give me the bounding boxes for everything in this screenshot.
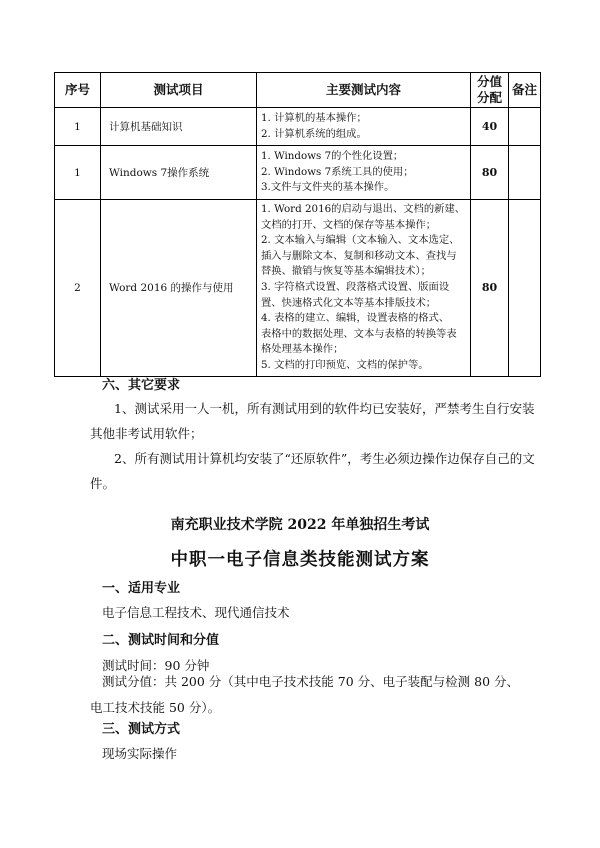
row-score: 40 bbox=[471, 108, 509, 146]
row-test-item: Word 2016 的操作与使用 bbox=[101, 200, 257, 377]
content-line: 3. 字符格式设置、段落格式设置、版面设 bbox=[261, 280, 450, 293]
section-heading-method: 三、测试方式 bbox=[102, 722, 181, 737]
content-line: 置、快速格式化文本等基本排版技术； bbox=[261, 296, 437, 309]
section-text-time: 测试时间：90 分钟 bbox=[102, 658, 210, 673]
section-text-majors: 电子信息工程技术、现代通信技术 bbox=[102, 605, 290, 620]
other-requirements-paragraph-2: 2、所有测试用计算机均安装了“还原软件”，考生必须边操作边保存自己的文件。 bbox=[90, 451, 535, 491]
content-line: 3.文件与文件夹的基本操作。 bbox=[261, 181, 395, 194]
other-requirements-title: 六、其它要求 bbox=[102, 378, 181, 393]
content-line: 1. 计算机的基本操作； bbox=[261, 111, 367, 124]
table-row bbox=[55, 200, 541, 377]
header-main-content: 主要测试内容 bbox=[257, 73, 471, 108]
exam-content-table bbox=[54, 72, 541, 377]
row-note bbox=[509, 200, 541, 377]
row-test-item: 计算机基础知识 bbox=[101, 108, 257, 146]
other-requirements-paragraph-1: 1、测试采用一人一机，所有测试用到的软件均已安装好，严禁考生自行安装其他非考试用软件； bbox=[90, 401, 535, 441]
content-line: 2. 文本输入与编辑（文本输入、文本选定、 bbox=[261, 234, 460, 247]
section-heading-majors: 一、适用专业 bbox=[102, 581, 181, 596]
row-content bbox=[257, 146, 471, 200]
table-row bbox=[55, 108, 541, 146]
header-score: 分值 分配 bbox=[471, 73, 509, 108]
table-header-row bbox=[55, 73, 541, 108]
row-content bbox=[257, 200, 471, 377]
section-text-method: 现场实际操作 bbox=[102, 746, 178, 761]
content-line: 文档的打开、文档的保存等基本操作； bbox=[261, 218, 437, 231]
content-line: 1. Word 2016的启动与退出、文档的新建、 bbox=[261, 203, 466, 215]
document-subtitle: 中职一电子信息类技能测试方案 bbox=[170, 550, 430, 570]
content-line: 替换、撤销与恢复等基本编辑技术）； bbox=[261, 265, 431, 278]
content-line: 格处理基本操作； bbox=[261, 343, 344, 356]
row-number: 1 bbox=[55, 108, 101, 146]
content-line: 2. 计算机系统的组成。 bbox=[261, 127, 367, 140]
row-score: 80 bbox=[471, 146, 509, 200]
row-number: 2 bbox=[55, 200, 101, 377]
row-note bbox=[509, 146, 541, 200]
document-title: 南充职业技术学院 2022 年单独招生考试 bbox=[170, 517, 430, 533]
content-line: 插入与删除文本、复制和移动文本、查找与 bbox=[261, 249, 457, 262]
header-test-item: 测试项目 bbox=[101, 73, 257, 108]
header-note: 备注 bbox=[509, 73, 541, 108]
table-row bbox=[55, 146, 541, 200]
row-note bbox=[509, 108, 541, 146]
section-heading-time-score: 二、测试时间和分值 bbox=[102, 633, 220, 648]
row-content bbox=[257, 108, 471, 146]
content-line: 2. Windows 7系统工具的使用； bbox=[261, 165, 414, 178]
content-line: 5. 文档的打印预览、文档的保护等。 bbox=[261, 358, 429, 371]
row-score: 80 bbox=[471, 200, 509, 377]
content-line: 4. 表格的建立、编辑，设置表格的格式、 bbox=[261, 312, 450, 325]
row-number: 1 bbox=[55, 146, 101, 200]
header-number: 序号 bbox=[55, 73, 101, 108]
content-line: 表格中的数据处理、文本与表格的转换等表 bbox=[261, 327, 457, 340]
content-line: 1. Windows 7的个性化设置； bbox=[261, 150, 404, 163]
section-text-score: 测试分值：共 200 分（其中电子技术技能 70 分、电子装配与检测 80 分、电工技术技能 50 分）。 bbox=[90, 674, 520, 715]
row-test-item: Windows 7操作系统 bbox=[101, 146, 257, 200]
